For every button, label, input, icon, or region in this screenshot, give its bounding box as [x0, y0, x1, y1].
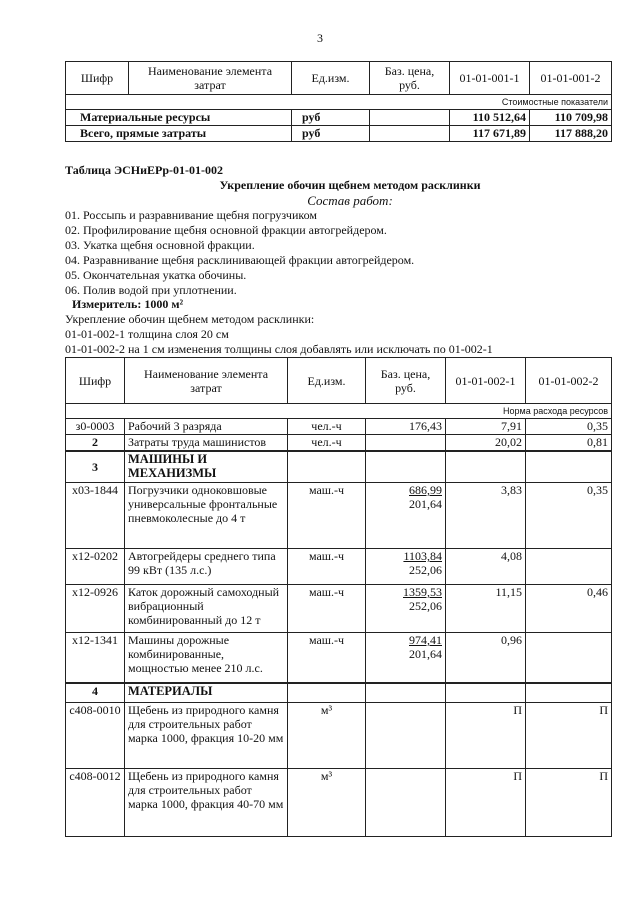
row-name: Щебень из природного камня для строительных работ марка 1000, фракция 10-20 мм [125, 703, 288, 769]
row-value-1: П [446, 769, 526, 837]
header-code: Шифр [66, 358, 125, 404]
row-value-1: 117 671,89 [450, 126, 530, 142]
row-code: х03-1844 [66, 483, 125, 549]
header-name: Наименование элемента затрат [129, 62, 292, 95]
row-value-1: П [446, 703, 526, 769]
table-row [66, 110, 612, 126]
row-value-2: П [526, 703, 612, 769]
row-value-1: 20,02 [446, 435, 526, 451]
table-row [66, 633, 612, 683]
section-number: 4 [66, 683, 125, 703]
row-unit: руб [292, 110, 370, 126]
header-unit: Ед.изм. [288, 358, 366, 404]
row-code: х12-0926 [66, 585, 125, 633]
work-item: 01. Россыпь и разравнивание щебня погрузчиком [65, 208, 317, 222]
header-col1: 01-01-001-1 [450, 62, 530, 95]
price-primary: 1103,84 [403, 549, 442, 563]
table-row [66, 126, 612, 142]
price-primary: 974,41 [409, 633, 442, 647]
table-row [66, 703, 612, 769]
row-unit: чел.-ч [288, 435, 366, 451]
row-value-1: 4,08 [446, 549, 526, 585]
row-unit: маш.-ч [288, 549, 366, 585]
row-price [366, 435, 446, 451]
row-value-1: 3,83 [446, 483, 526, 549]
work-item: 06. Полив водой при уплотнении. [65, 283, 237, 297]
row-name: Машины дорожные комбинированные, мощностью менее 210 л.с. [125, 633, 288, 683]
row-value-2: 0,81 [526, 435, 612, 451]
table-title: Таблица ЭСНиЕРр-01-01-002 [65, 163, 224, 177]
section-title: МАТЕРИАЛЫ [125, 683, 288, 703]
description-line: 01-01-002-1 толщина слоя 20 см [65, 327, 229, 341]
row-value-2: 110 709,98 [530, 110, 612, 126]
row-name: Затраты труда машинистов [125, 435, 288, 451]
work-title: Состав работ: [307, 193, 393, 208]
row-value-2 [526, 549, 612, 585]
row-price [366, 633, 446, 683]
row-name: Всего, прямые затраты [66, 126, 292, 142]
table-row [66, 549, 612, 585]
table-row [66, 435, 612, 451]
header-unit: Ед.изм. [292, 62, 370, 95]
row-value-1: 110 512,64 [450, 110, 530, 126]
header-code: Шифр [66, 62, 129, 95]
row-code: х12-0202 [66, 549, 125, 585]
table-row [66, 769, 612, 837]
row-name: Материальные ресурсы [66, 110, 292, 126]
row-name: Каток дорожный самоходный вибрационный комбинированный до 12 т [125, 585, 288, 633]
row-value-1: 7,91 [446, 419, 526, 435]
price-primary: 686,99 [409, 483, 442, 497]
row-unit: руб [292, 126, 370, 142]
price-secondary: 201,64 [409, 647, 442, 661]
row-price [366, 549, 446, 585]
section-row [66, 683, 612, 703]
row-value-2: 0,35 [526, 419, 612, 435]
row-code: с408-0010 [66, 703, 125, 769]
row-unit: маш.-ч [288, 483, 366, 549]
subheader: Стоимостные показатели [66, 95, 612, 110]
header-col1: 01-01-002-1 [446, 358, 526, 404]
description-line: 01-01-002-2 на 1 см изменения толщины слоя добавлять или исключать по 01-002-1 [65, 342, 493, 356]
price-secondary: 201,64 [409, 497, 442, 511]
row-value-1: 0,96 [446, 633, 526, 683]
table-row [66, 419, 612, 435]
work-item: 04. Разравнивание щебня расклинивающей фракции автогрейдером. [65, 253, 415, 267]
table-subtitle: Укрепление обочин щебнем методом расклинки [219, 178, 481, 192]
page-number: 3 [317, 31, 323, 45]
resource-table [65, 357, 612, 837]
header-price: Баз. цена, руб. [366, 358, 446, 404]
price-secondary: 252,06 [409, 599, 442, 613]
row-name: Автогрейдеры среднего типа 99 кВт (135 л.с.) [125, 549, 288, 585]
subheader: Норма расхода ресурсов [66, 404, 612, 419]
row-code: з0-0003 [66, 419, 125, 435]
price-primary: 1359,53 [403, 585, 442, 599]
row-unit: маш.-ч [288, 585, 366, 633]
row-unit: чел.-ч [288, 419, 366, 435]
row-price [366, 483, 446, 549]
work-item: 02. Профилирование щебня основной фракции автогрейдером. [65, 223, 387, 237]
top-table [65, 61, 612, 142]
section-row [66, 451, 612, 483]
table-row [66, 483, 612, 549]
row-unit: м³ [288, 703, 366, 769]
row-code: 2 [66, 435, 125, 451]
description-line: Укрепление обочин щебнем методом расклинки: [65, 312, 315, 326]
row-value-2: 0,46 [526, 585, 612, 633]
row-unit: м³ [288, 769, 366, 837]
row-unit: маш.-ч [288, 633, 366, 683]
row-price [366, 585, 446, 633]
work-item: 03. Укатка щебня основной фракции. [65, 238, 255, 252]
row-value-2 [526, 633, 612, 683]
row-code: х12-1341 [66, 633, 125, 683]
row-price: 176,43 [366, 419, 446, 435]
row-name: Щебень из природного камня для строительных работ марка 1000, фракция 40-70 мм [125, 769, 288, 837]
section-title: МАШИНЫ И МЕХАНИЗМЫ [125, 451, 288, 483]
price-secondary: 252,06 [409, 563, 442, 577]
header-col2: 01-01-002-2 [526, 358, 612, 404]
meter-label: Измеритель: 1000 м² [72, 297, 184, 311]
work-item: 05. Окончательная укатка обочины. [65, 268, 247, 282]
header-col2: 01-01-001-2 [530, 62, 612, 95]
row-code: с408-0012 [66, 769, 125, 837]
header-price: Баз. цена, руб. [370, 62, 450, 95]
table-row [66, 585, 612, 633]
row-value-1: 11,15 [446, 585, 526, 633]
row-value-2: 117 888,20 [530, 126, 612, 142]
header-name: Наименование элемента затрат [125, 358, 288, 404]
row-value-2: П [526, 769, 612, 837]
row-name: Погрузчики одноковшовые универсальные фронтальные пневмоколесные до 4 т [125, 483, 288, 549]
row-value-2: 0,35 [526, 483, 612, 549]
section-number: 3 [66, 451, 125, 483]
row-name: Рабочий 3 разряда [125, 419, 288, 435]
